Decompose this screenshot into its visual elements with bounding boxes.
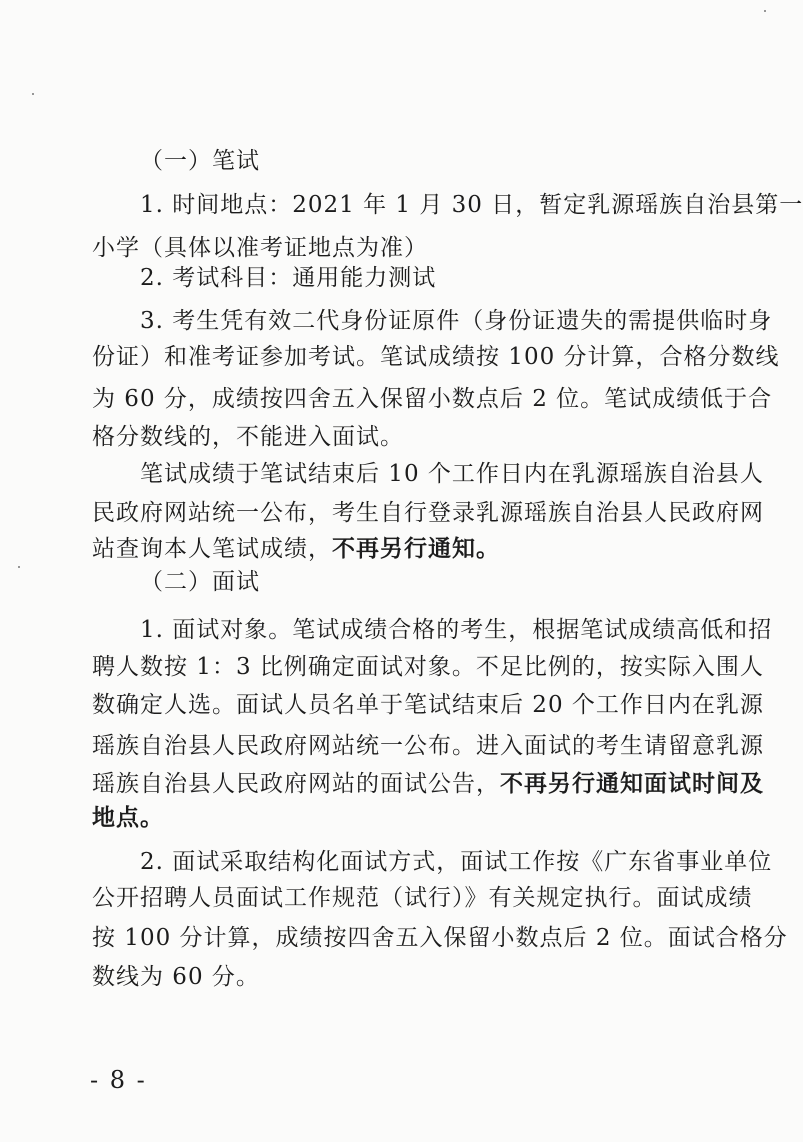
scan-speck [32,93,34,95]
written-item-3-line-1: 3. 考生凭有效二代身份证原件（身份证遗失的需提供临时身 [140,308,773,334]
interview-item-1-line-5-bold: 不再另行通知面试时间及 [500,770,764,797]
scan-speck [764,10,766,12]
interview-item-2-line-4: 数线为 60 分。 [92,964,260,990]
scan-speck [18,566,20,568]
written-item-2: 2. 考试科目：通用能力测试 [140,265,437,291]
interview-item-1-line-5 [92,769,764,799]
written-item-3-line-3: 为 60 分，成绩按四舍五入保留小数点后 2 位。笔试成绩低于合 [92,386,773,412]
interview-item-1-line-3: 数确定人选。面试人员名单于笔试结束后 20 个工作日内在乳源 [92,692,764,718]
written-notice-line-1: 笔试成绩于笔试结束后 10 个工作日内在乳源瑶族自治县人 [140,461,764,487]
written-item-3-line-2: 份证）和准考证参加考试。笔试成绩按 100 分计算，合格分数线 [92,344,780,370]
written-item-1-line-2: 小学（具体以准考证地点为准） [92,235,428,261]
written-notice-line-3-bold: 不再另行通知。 [332,535,500,562]
written-item-1-line-1: 1. 时间地点：2021 年 1 月 30 日，暂定乳源瑶族自治县第一 [140,192,803,218]
section-heading-written: （一）笔试 [140,148,260,174]
interview-item-1-line-4: 瑶族自治县人民政府网站统一公布。进入面试的考生请留意乳源 [92,733,764,759]
interview-item-2-line-1: 2. 面试采取结构化面试方式，面试工作按《广东省事业单位 [140,849,773,875]
interview-item-1-line-6: 地点。 [92,804,164,831]
written-notice-line-3-text: 站查询本人笔试成绩， [92,536,332,562]
interview-item-1-line-5-text: 瑶族自治县人民政府网站的面试公告， [92,771,500,797]
interview-item-1-line-1: 1. 面试对象。笔试成绩合格的考生，根据笔试成绩高低和招 [140,617,773,643]
written-notice-line-2: 民政府网站统一公布，考生自行登录乳源瑶族自治县人民政府网 [92,500,764,526]
interview-item-1-line-2: 聘人数按 1：3 比例确定面试对象。不足比例的，按实际入围人 [92,654,764,680]
interview-item-2-line-2: 公开招聘人员面试工作规范（试行）》有关规定执行。面试成绩 [92,885,753,911]
interview-item-2-line-3: 按 100 分计算，成绩按四舍五入保留小数点后 2 位。面试合格分 [92,925,788,951]
section-heading-interview: （二）面试 [140,569,260,595]
page-number: - 8 - [90,1066,147,1094]
written-item-3-line-4: 格分数线的，不能进入面试。 [92,424,404,450]
written-notice-line-3 [92,534,722,564]
